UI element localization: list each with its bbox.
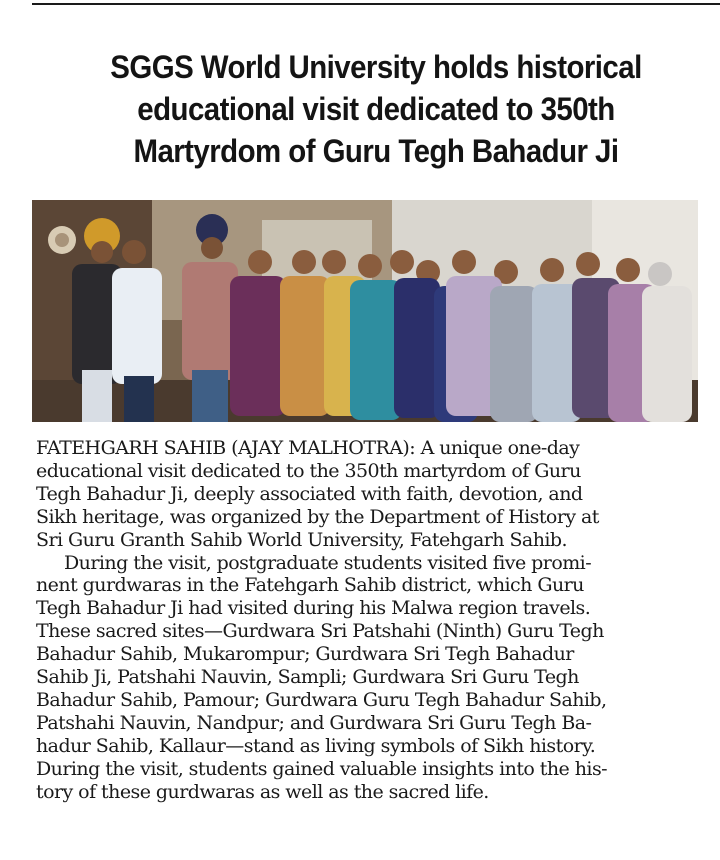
- article-line: During the visit, students gained valuable insights into the his-: [36, 757, 608, 780]
- article-line: FATEHGARH SAHIB (AJAY MALHOTRA): A unique one-day: [36, 437, 580, 459]
- article-line: nent gurdwaras in the Fatehgarh Sahib district, which Guru: [36, 574, 584, 597]
- article-body: [36, 437, 700, 804]
- top-rule: [32, 3, 720, 5]
- article-line: hadur Sahib, Kallaur—stand as living symbols of Sikh history.: [36, 734, 596, 757]
- article-line: Bahadur Sahib, Mukarompur; Gurdwara Sri Tegh Bahadur: [36, 643, 574, 666]
- article-line: Sri Guru Granth Sahib World University, Fatehgarh Sahib.: [36, 528, 568, 551]
- article-line: Sahib Ji, Patshahi Nauvin, Sampli; Gurdwara Sri Guru Tegh: [36, 666, 579, 689]
- article-line: tory of these gurdwaras as well as the sacred life.: [36, 780, 489, 803]
- headline-line-1: SGGS World University holds historical: [110, 49, 642, 85]
- article-line: Tegh Bahadur Ji had visited during his Malwa region travels.: [36, 597, 591, 620]
- article-line: These sacred sites—Gurdwara Sri Patshahi (Ninth) Guru Tegh: [36, 620, 604, 643]
- headline-line-3: Martyrdom of Guru Tegh Bahadur Ji: [133, 133, 619, 169]
- article-line: Patshahi Nauvin, Nandpur; and Gurdwara Sri Guru Tegh Ba-: [36, 711, 592, 734]
- article-line: Bahadur Sahib, Pamour; Gurdwara Guru Tegh Bahadur Sahib,: [36, 688, 607, 711]
- article-line: educational visit dedicated to the 350th martyrdom of Guru: [36, 459, 581, 482]
- article-line: Tegh Bahadur Ji, deeply associated with faith, devotion, and: [36, 482, 583, 505]
- headline-line-2: educational visit dedicated to 350th: [137, 91, 615, 127]
- article-line: During the visit, postgraduate students visited five promi-: [64, 551, 592, 574]
- group-photo-illustration: [32, 200, 698, 422]
- headline: [60, 46, 693, 172]
- group-photo: [32, 200, 698, 422]
- article-line: Sikh heritage, was organized by the Department of History at: [36, 505, 599, 528]
